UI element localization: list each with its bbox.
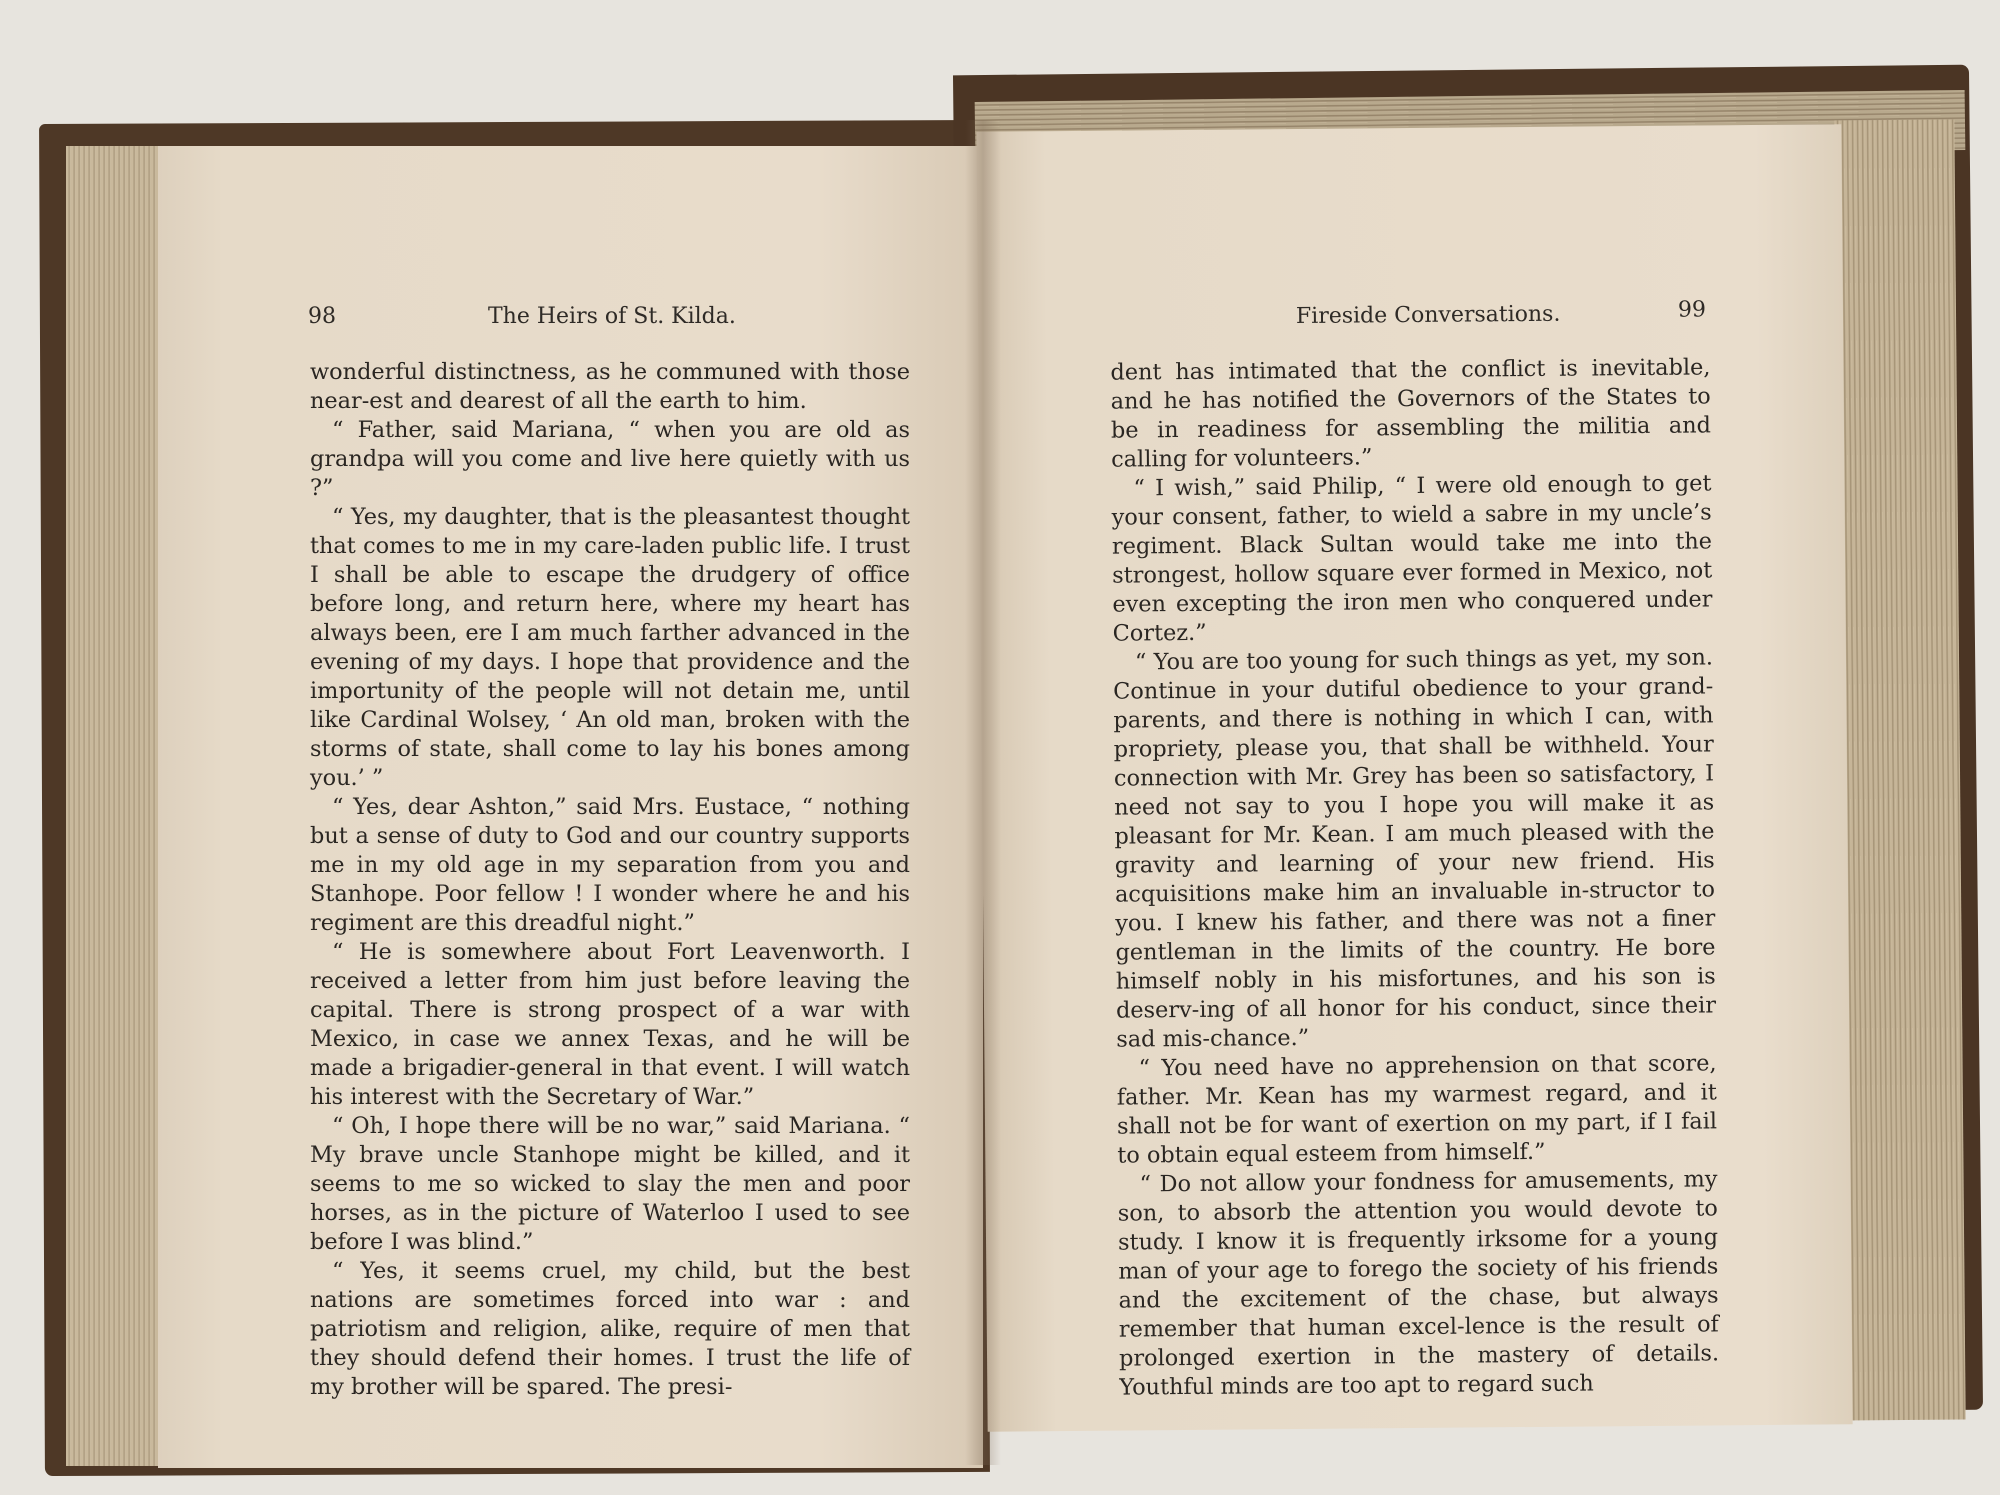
- left-running-title: The Heirs of St. Kilda.: [488, 304, 736, 329]
- paragraph: “ Yes, it seems cruel, my child, but the best nations are sometimes forced into war : and patriotism and religion, alike, require of men that they should defend their homes. I trust the life of my brother will be spared. The presi-: [310, 1258, 910, 1400]
- paragraph: “ Yes, my daughter, that is the pleasantest thought that comes to me in my care-laden public life. I trust I shall be able to escape the drudgery of office before long, and return here, where my heart has always been, ere I am much farther advanced in the evening of my days. I hope that providence and the importunity of the people will not detain me, until like Cardinal Wolsey, ‘ An old man, broken with the storms of state, shall come to lay his bones among you.’ ”: [310, 504, 910, 791]
- right-page-number: 99: [1677, 297, 1707, 323]
- right-page: [976, 124, 1852, 1431]
- right-page-text: [1110, 353, 1719, 1402]
- paragraph: “ I wish,” said Philip, “ I were old enough to get your consent, father, to wield a sabre in my uncle’s regiment. Black Sultan would take me into the strongest, hollow square ever formed in Mexico, not even excepting the iron men who conquered under Cortez.”: [1111, 470, 1713, 647]
- paragraph: “ You are too young for such things as yet, my son. Continue in your dutiful obedience to your grand-parents, and there is nothing in which I can, with propriety, please you, that shall be withheld. Your connection with Mr. Grey has been so satisfactory, I need not say to you I hope you will make it as pleasant for Mr. Kean. I am much pleased with the gravity and learning of your new friend. His acquisitions make him an invaluable in-structor to you. I knew his father, and there was not a finer gentleman in the limits of the country. He bore himself nobly in his misfortunes, and his son is deserv-ing of all honor for his conduct, since their sad mis-chance.”: [1113, 644, 1717, 1053]
- left-page-number: 98: [308, 304, 336, 329]
- paragraph: “ Yes, dear Ashton,” said Mrs. Eustace, “ nothing but a sense of duty to God and our country supports me in my old age in my separation from you and Stanhope. Poor fellow ! I wonder where he and his regiment are this dreadful night.”: [310, 794, 910, 936]
- left-page-text: [310, 358, 910, 1402]
- page-edges-right: [1834, 120, 1965, 1421]
- paragraph: “ Do not allow your fondness for amusements, my son, to absorb the attention you would devote to study. I know it is frequently irksome for a young man of your age to forego the society of his friends and the excitement of the chase, but always remember that human excel-lence is the result of prolonged exertion in the mastery of details. Youthful minds are too apt to regard such: [1117, 1166, 1720, 1401]
- paragraph: “ Oh, I hope there will be no war,” said Mariana. “ My brave uncle Stanhope might be killed, and it seems to me so wicked to slay the men and poor horses, as in the picture of Waterloo I used to see before I was blind.”: [310, 1113, 910, 1255]
- left-page: [158, 146, 983, 1468]
- paragraph: “ You need have no apprehension on that score, father. Mr. Kean has my warmest regard, and it shall not be for want of exertion on my part, if I fail to obtain equal esteem from himself.”: [1116, 1050, 1718, 1169]
- paragraph: dent has intimated that the conflict is inevitable, and he has notified the Governors of the States to be in readiness for assembling the militia and calling for volunteers.”: [1110, 354, 1712, 473]
- page-edges-left: [66, 146, 166, 1466]
- paragraph: “ Father, said Mariana, “ when you are old as grandpa will you come and live here quietly with us ?”: [310, 417, 910, 501]
- paragraph: wonderful distinctness, as he communed with those near-est and dearest of all the earth to him.: [310, 359, 910, 414]
- paragraph: “ He is somewhere about Fort Leavenworth. I received a letter from him just before leaving the capital. There is strong prospect of a war with Mexico, in case we annex Texas, and he will be made a brigadier-general in that event. I will watch his interest with the Secretary of War.”: [310, 939, 910, 1110]
- right-running-title: Fireside Conversations.: [1295, 301, 1561, 330]
- book-gutter: [965, 120, 1001, 1465]
